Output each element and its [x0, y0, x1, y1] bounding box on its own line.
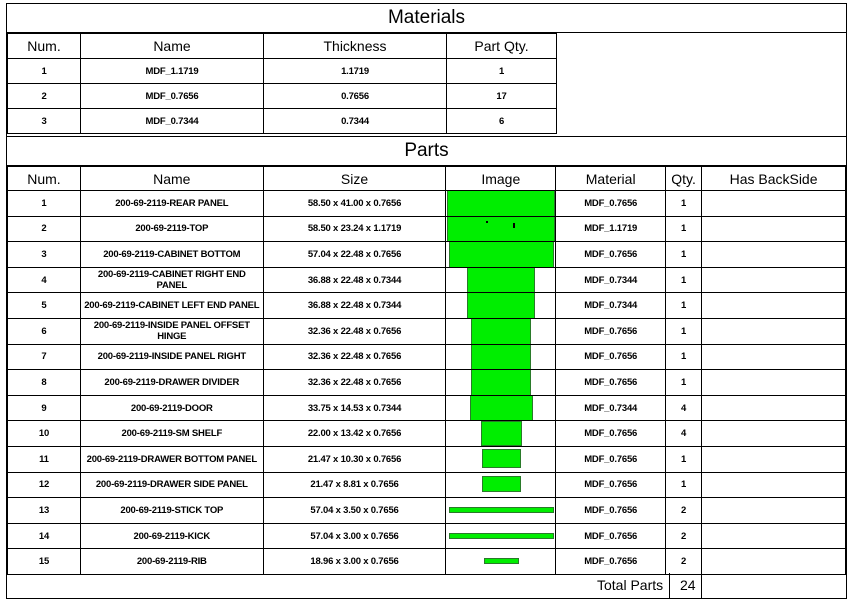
parts-cell-num: 7: [8, 344, 81, 370]
parts-row: [8, 242, 846, 268]
materials-header-thickness: Thickness: [264, 34, 447, 59]
parts-header-num: Num.: [8, 167, 81, 191]
parts-title: Parts: [7, 136, 846, 166]
parts-row: [8, 370, 846, 396]
parts-cell-num: 12: [8, 472, 81, 498]
part-image-rect: [482, 449, 522, 468]
parts-row: [8, 498, 846, 524]
parts-row: [8, 472, 846, 498]
parts-cell-name: 200-69-2119-RIB: [80, 549, 263, 575]
parts-cell-image: [446, 267, 556, 293]
parts-cell-size: 32.36 x 22.48 x 0.7656: [263, 370, 446, 396]
parts-cell-backside: [702, 549, 846, 575]
parts-cell-name: 200-69-2119-INSIDE PANEL OFFSET HINGE: [80, 318, 263, 344]
parts-cell-image: [446, 344, 556, 370]
parts-cell-num: 4: [8, 267, 81, 293]
parts-cell-qty: 1: [666, 344, 702, 370]
parts-cell-backside: [702, 242, 846, 268]
parts-cell-num: 10: [8, 421, 81, 447]
materials-table: [7, 33, 557, 134]
total-parts-value: 24: [680, 577, 696, 593]
parts-cell-qty: 1: [666, 370, 702, 396]
parts-cell-size: 36.88 x 22.48 x 0.7344: [263, 293, 446, 319]
parts-cell-size: 58.50 x 41.00 x 0.7656: [263, 191, 446, 217]
parts-cell-name: 200-69-2119-KICK: [80, 523, 263, 549]
total-parts-label: Total Parts: [597, 577, 664, 593]
parts-cell-name: 200-69-2119-DRAWER SIDE PANEL: [80, 472, 263, 498]
parts-cell-size: 22.00 x 13.42 x 0.7656: [263, 421, 446, 447]
parts-cell-material: MDF_0.7656: [556, 191, 666, 217]
parts-cell-image: [446, 293, 556, 319]
parts-cell-name: 200-69-2119-CABINET RIGHT END PANEL: [80, 267, 263, 293]
part-image-mark: [513, 223, 515, 228]
parts-cell-material: MDF_0.7344: [556, 267, 666, 293]
materials-row: [8, 84, 557, 109]
parts-cell-size: 32.36 x 22.48 x 0.7656: [263, 344, 446, 370]
part-image-rect: [471, 370, 531, 396]
materials-cell-num: 3: [8, 109, 81, 134]
parts-cell-num: 1: [8, 191, 81, 217]
parts-cell-size: 21.47 x 8.81 x 0.7656: [263, 472, 446, 498]
materials-cell-name: MDF_0.7656: [81, 84, 264, 109]
parts-row: [8, 191, 846, 217]
parts-row: [8, 549, 846, 575]
parts-cell-material: MDF_0.7656: [556, 344, 666, 370]
materials-cell-qty: 17: [447, 84, 557, 109]
parts-cell-num: 9: [8, 395, 81, 421]
parts-row: [8, 216, 846, 242]
materials-cell-thickness: 0.7656: [264, 84, 447, 109]
parts-cell-backside: [702, 370, 846, 396]
materials-header-row: [8, 34, 557, 59]
parts-cell-name: 200-69-2119-DRAWER BOTTOM PANEL: [80, 446, 263, 472]
parts-cell-size: 33.75 x 14.53 x 0.7344: [263, 395, 446, 421]
parts-cell-material: MDF_0.7656: [556, 549, 666, 575]
parts-cell-num: 14: [8, 523, 81, 549]
part-image-rect: [482, 476, 522, 492]
parts-cell-backside: [702, 395, 846, 421]
parts-cell-backside: [702, 498, 846, 524]
part-image-rect: [484, 558, 519, 564]
parts-cell-qty: 1: [666, 318, 702, 344]
parts-cell-qty: 2: [666, 498, 702, 524]
part-image-rect: [447, 216, 555, 242]
parts-cell-name: 200-69-2119-INSIDE PANEL RIGHT: [80, 344, 263, 370]
parts-cell-qty: 1: [666, 293, 702, 319]
parts-cell-name: 200-69-2119-DOOR: [80, 395, 263, 421]
parts-cell-backside: [702, 216, 846, 242]
parts-cell-qty: 2: [666, 549, 702, 575]
parts-row: [8, 267, 846, 293]
parts-cell-name: 200-69-2119-TOP: [80, 216, 263, 242]
parts-cell-material: MDF_0.7656: [556, 318, 666, 344]
parts-table: [7, 166, 846, 575]
parts-cell-image: [446, 421, 556, 447]
parts-cell-num: 2: [8, 216, 81, 242]
parts-header-image: Image: [446, 167, 556, 191]
parts-row: [8, 395, 846, 421]
parts-cell-name: 200-69-2119-DRAWER DIVIDER: [80, 370, 263, 396]
materials-row: [8, 59, 557, 84]
parts-cell-backside: [702, 267, 846, 293]
materials-title: Materials: [7, 4, 846, 33]
parts-cell-material: MDF_1.1719: [556, 216, 666, 242]
parts-cell-qty: 1: [666, 191, 702, 217]
parts-cell-material: MDF_0.7656: [556, 446, 666, 472]
parts-cell-material: MDF_0.7656: [556, 421, 666, 447]
parts-cell-num: 3: [8, 242, 81, 268]
parts-cell-name: 200-69-2119-STICK TOP: [80, 498, 263, 524]
materials-row: [8, 109, 557, 134]
parts-cell-image: [446, 242, 556, 268]
part-image-rect: [467, 267, 535, 293]
part-image-rect: [467, 293, 535, 319]
parts-header-name: Name: [80, 167, 263, 191]
materials-header-part-qty: Part Qty.: [447, 34, 557, 59]
parts-cell-size: 58.50 x 23.24 x 1.1719: [263, 216, 446, 242]
parts-cell-qty: 4: [666, 395, 702, 421]
parts-cell-material: MDF_0.7344: [556, 293, 666, 319]
materials-header-name: Name: [81, 34, 264, 59]
part-image-rect: [449, 533, 554, 539]
parts-cell-name: 200-69-2119-CABINET BOTTOM: [80, 242, 263, 268]
parts-cell-material: MDF_0.7656: [556, 498, 666, 524]
parts-cell-size: 18.96 x 3.00 x 0.7656: [263, 549, 446, 575]
parts-cell-image: [446, 191, 556, 217]
parts-cell-backside: [702, 293, 846, 319]
parts-cell-material: MDF_0.7656: [556, 472, 666, 498]
parts-cell-size: 21.47 x 10.30 x 0.7656: [263, 446, 446, 472]
parts-cell-image: [446, 498, 556, 524]
parts-cell-qty: 1: [666, 216, 702, 242]
materials-cell-qty: 1: [447, 59, 557, 84]
parts-cell-num: 13: [8, 498, 81, 524]
parts-cell-backside: [702, 421, 846, 447]
parts-header-qty: Qty.: [666, 167, 702, 191]
materials-cell-num: 1: [8, 59, 81, 84]
parts-row: [8, 523, 846, 549]
parts-row: [8, 344, 846, 370]
parts-cell-num: 11: [8, 446, 81, 472]
parts-cell-size: 32.36 x 22.48 x 0.7656: [263, 318, 446, 344]
parts-header-size: Size: [263, 167, 446, 191]
total-divider: [669, 573, 670, 599]
materials-cell-name: MDF_0.7344: [81, 109, 264, 134]
materials-cell-qty: 6: [447, 109, 557, 134]
parts-cell-qty: 4: [666, 421, 702, 447]
parts-cell-name: 200-69-2119-CABINET LEFT END PANEL: [80, 293, 263, 319]
total-divider: [701, 573, 702, 599]
parts-cell-image: [446, 370, 556, 396]
parts-cell-material: MDF_0.7344: [556, 395, 666, 421]
parts-row: [8, 446, 846, 472]
parts-cell-qty: 2: [666, 523, 702, 549]
parts-cell-image: [446, 395, 556, 421]
parts-cell-qty: 1: [666, 242, 702, 268]
materials-cell-name: MDF_1.1719: [81, 59, 264, 84]
parts-cell-material: MDF_0.7656: [556, 242, 666, 268]
parts-cell-backside: [702, 318, 846, 344]
materials-cell-thickness: 0.7344: [264, 109, 447, 134]
parts-row: [8, 318, 846, 344]
parts-cell-size: 57.04 x 22.48 x 0.7656: [263, 242, 446, 268]
parts-cell-name: 200-69-2119-SM SHELF: [80, 421, 263, 447]
parts-cell-image: [446, 472, 556, 498]
parts-cell-qty: 1: [666, 267, 702, 293]
parts-cell-qty: 1: [666, 472, 702, 498]
parts-cell-num: 8: [8, 370, 81, 396]
materials-cell-thickness: 1.1719: [264, 59, 447, 84]
parts-header-has-backside: Has BackSide: [702, 167, 846, 191]
parts-header-material: Material: [556, 167, 666, 191]
parts-cell-size: 57.04 x 3.50 x 0.7656: [263, 498, 446, 524]
parts-row: [8, 421, 846, 447]
parts-cell-image: [446, 549, 556, 575]
parts-cell-backside: [702, 191, 846, 217]
parts-cell-image: [446, 318, 556, 344]
parts-cell-num: 5: [8, 293, 81, 319]
parts-cell-name: 200-69-2119-REAR PANEL: [80, 191, 263, 217]
parts-cell-num: 15: [8, 549, 81, 575]
total-row: [7, 573, 846, 599]
parts-cell-backside: [702, 446, 846, 472]
parts-cell-backside: [702, 344, 846, 370]
part-image-rect: [471, 318, 531, 344]
part-image-rect: [471, 344, 531, 370]
parts-cell-image: [446, 446, 556, 472]
parts-cell-image: [446, 216, 556, 242]
part-image-rect: [447, 191, 555, 217]
part-image-rect: [449, 242, 554, 268]
materials-header-num: Num.: [8, 34, 81, 59]
part-image-mark: [486, 221, 488, 223]
parts-cell-backside: [702, 523, 846, 549]
parts-cell-qty: 1: [666, 446, 702, 472]
parts-cell-material: MDF_0.7656: [556, 370, 666, 396]
part-image-rect: [449, 507, 554, 513]
parts-report-sheet: [6, 3, 847, 599]
parts-cell-num: 6: [8, 318, 81, 344]
parts-cell-backside: [702, 472, 846, 498]
parts-row: [8, 293, 846, 319]
materials-cell-num: 2: [8, 84, 81, 109]
parts-header-row: [8, 167, 846, 191]
parts-cell-size: 36.88 x 22.48 x 0.7344: [263, 267, 446, 293]
parts-cell-size: 57.04 x 3.00 x 0.7656: [263, 523, 446, 549]
parts-cell-material: MDF_0.7656: [556, 523, 666, 549]
part-image-rect: [481, 421, 522, 446]
part-image-rect: [470, 395, 532, 421]
parts-cell-image: [446, 523, 556, 549]
